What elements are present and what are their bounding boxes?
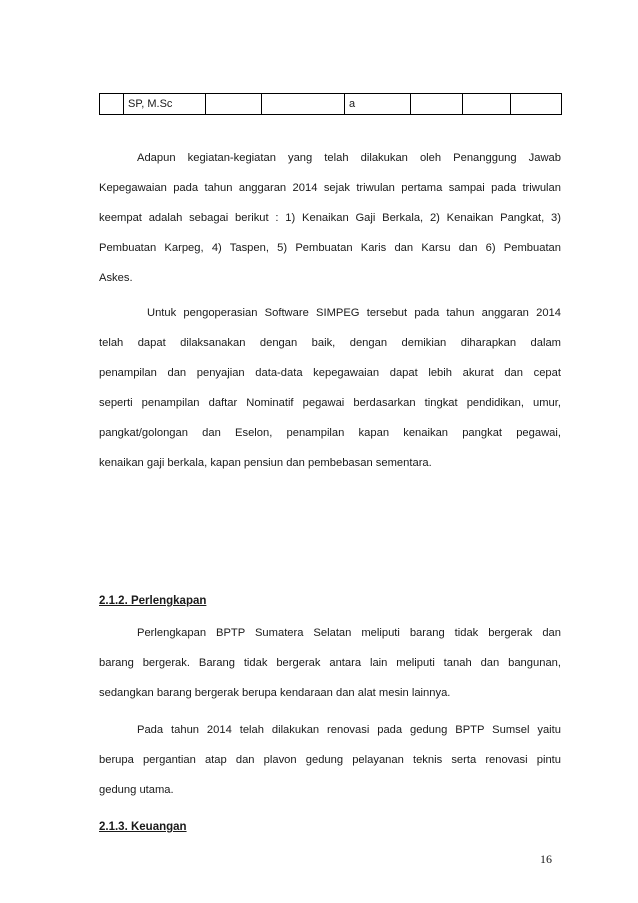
staff-table-fragment <box>99 93 562 115</box>
table-cell <box>206 94 262 115</box>
paragraph-line: sedangkan barang bergerak berupa kendaraan dan alat mesin lainnya. <box>99 687 451 699</box>
paragraph-line: Pembuatan Karpeg, 4) Taspen, 5) Pembuatan Karis dan Karsu dan 6) Pembuatan <box>99 242 561 254</box>
paragraph-line: Kepegawaian pada tahun anggaran 2014 sejak triwulan pertama sampai pada triwulan <box>99 182 561 194</box>
paragraph-line: berupa pergantian atap dan plavon gedung pelayanan teknis serta renovasi pintu <box>99 754 561 766</box>
table-cell <box>511 94 562 115</box>
table-cell <box>463 94 511 115</box>
table-cell: a <box>345 94 411 115</box>
table-cell <box>411 94 463 115</box>
table-cell: SP, M.Sc <box>124 94 206 115</box>
paragraph-kegiatan-kepegawaian <box>99 143 561 293</box>
paragraph-line: keempat adalah sebagai berikut : 1) Kenaikan Gaji Berkala, 2) Kenaikan Pangkat, 3) <box>99 212 561 224</box>
paragraph-line: kenaikan gaji berkala, kapan pensiun dan pembebasan sementara. <box>99 457 432 469</box>
paragraph-line: pangkat/golongan dan Eselon, penampilan kapan kenaikan pangkat pegawai, <box>99 427 561 439</box>
paragraph-line: Pada tahun 2014 telah dilakukan renovasi pada gedung BPTP Sumsel yaitu <box>137 724 561 736</box>
paragraph-perlengkapan <box>99 618 561 708</box>
paragraph-line: gedung utama. <box>99 784 174 796</box>
page-number: 16 <box>540 852 552 866</box>
paragraph-renovasi <box>99 715 561 805</box>
section-heading-keuangan: 2.1.3. Keuangan <box>99 821 187 833</box>
section-heading-perlengkapan: 2.1.2. Perlengkapan <box>99 595 207 607</box>
table-cell <box>262 94 345 115</box>
paragraph-line: Askes. <box>99 272 133 284</box>
paragraph-line: telah dapat dilaksanakan dengan baik, dengan demikian diharapkan dalam <box>99 337 561 349</box>
paragraph-line: seperti penampilan daftar Nominatif pegawai berdasarkan tingkat pendidikan, umur, <box>99 397 561 409</box>
table-row <box>100 94 562 115</box>
paragraph-line: Perlengkapan BPTP Sumatera Selatan meliputi barang tidak bergerak dan <box>137 627 561 639</box>
paragraph-line: barang bergerak. Barang tidak bergerak antara lain meliputi tanah dan bangunan, <box>99 657 561 669</box>
paragraph-line: Adapun kegiatan-kegiatan yang telah dilakukan oleh Penanggung Jawab <box>137 152 561 164</box>
paragraph-line: penampilan dan penyajian data-data kepegawaian dapat lebih akurat dan cepat <box>99 367 561 379</box>
paragraph-simpeg <box>99 298 561 478</box>
table-cell <box>100 94 124 115</box>
paragraph-line: Untuk pengoperasian Software SIMPEG tersebut pada tahun anggaran 2014 <box>147 307 561 319</box>
